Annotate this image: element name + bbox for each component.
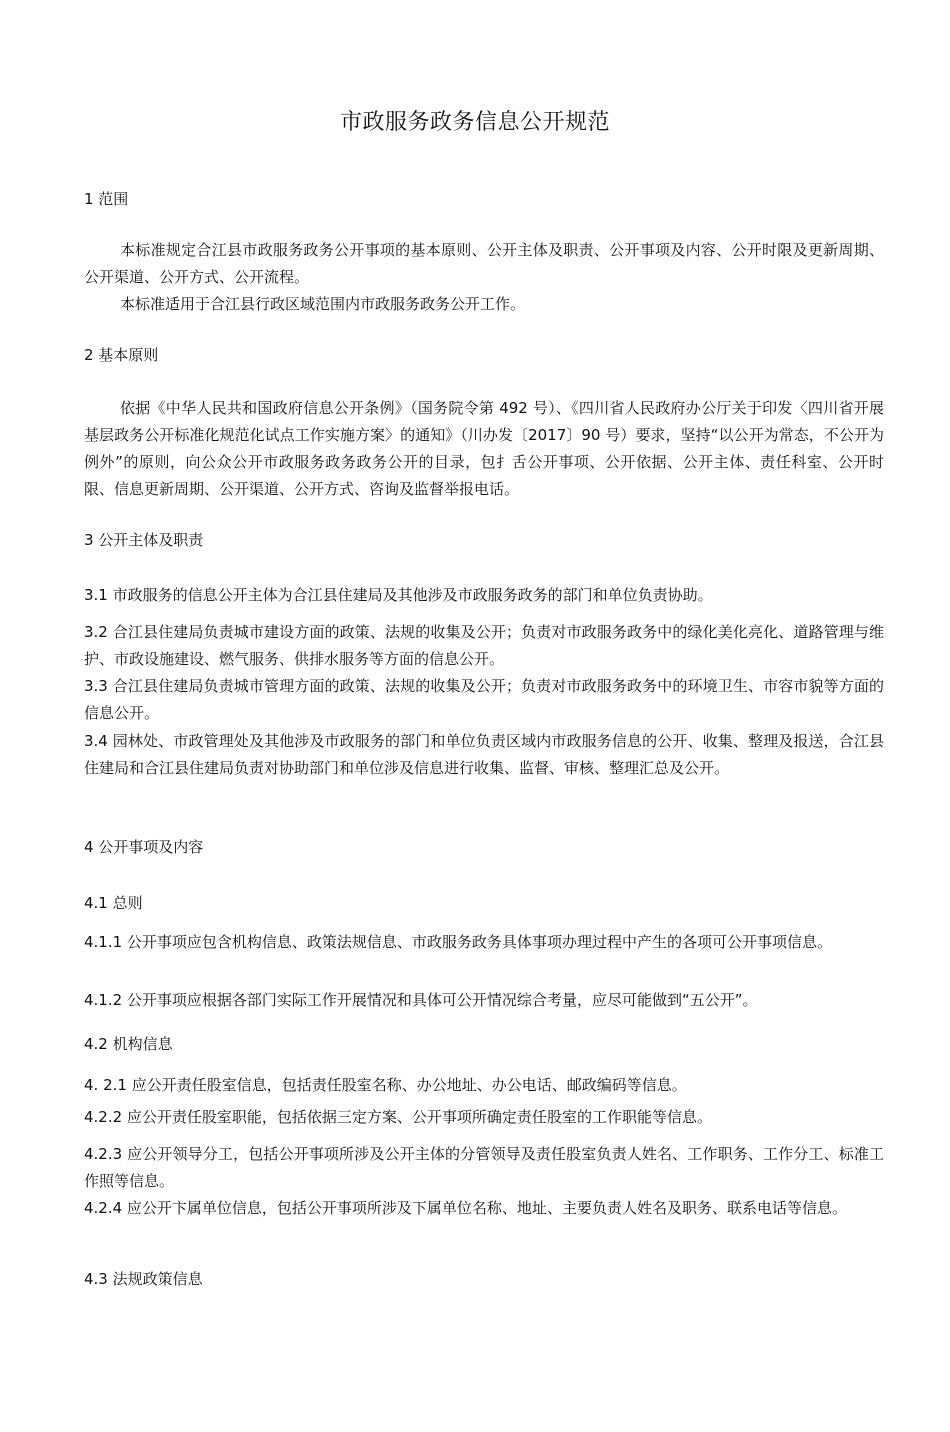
clause-4-2-4: 4.2.4 应公开卞属单位信息，包括公开事项所涉及下属单位名称、地址、主要负责人姓名及职务、联系电话等信息。 [84, 1199, 847, 1217]
section-heading-duties: 3 公开主体及职责 [84, 531, 204, 549]
clause-3-2: 3.2 合江县住建局负责城市建设方面的政策、法规的收集及公开；负责对市政服务政务中的绿化美化亮化、道路管理与维护、市政设施建设、燃气服务、供排水服务等方面的信息公开。 [84, 623, 884, 668]
paragraph-principles: 依据《中华人民共和国政府信息公开条例》（国务院令第 492 号）、《四川省人民政府办公厅关于印发〈四川省开展基层政务公开标准化规范化试点工作实施方案〉的通知》（川办发〔2017〕90 号）要求，坚持“以公开为常态，不公开为例外”的原则，向公众公开市政服务政务政务公开的目录，包扌舌公开事项、公开依据、公开主体、责任科室、公开时限、信息更新周期、公开渠道、公开方式、咨询及监督举报电话。 [84, 399, 884, 498]
section-heading-content: 4 公开事项及内容 [84, 838, 204, 856]
clause-3-3: 3.3 合江县住建局负责城市管理方面的政策、法规的收集及公开；负责对市政服务政务中的环境卫生、市容市貌等方面的信息公开。 [84, 677, 884, 722]
subsection-heading-regulations: 4.3 法规政策信息 [84, 1270, 203, 1288]
section-heading-scope: 1 范围 [84, 190, 129, 208]
clause-4-2-2: 4.2.2 应公开责任股室职能，包括依据三定方案、公开事项所确定责任股室的工作职能等信息。 [84, 1108, 712, 1126]
clause-4-2-1: 4. 2.1 应公开责任股室信息，包括责任股室名称、办公地址、办公电话、邮政编码等信息。 [84, 1076, 687, 1094]
paragraph-scope-1: 本标准规定合江县市政服务政务公开事项的基本原则、公开主体及职责、公开事项及内容、公开时限及更新周期、公开渠道、公开方式、公开流程。 [84, 241, 884, 286]
clause-4-1-1: 4.1.1 公开事项应包含机构信息、政策法规信息、市政服务政务具体事项办理过程中产生的各项可公开事项信息。 [84, 933, 832, 951]
paragraph-scope-2: 本标准适用于合江县行政区域范围内市政服务政务公开工作。 [120, 295, 526, 313]
subsection-heading-general: 4.1 总则 [84, 894, 143, 912]
clause-3-4: 3.4 园林处、市政管理处及其他涉及市政服务的部门和单位负责区域内市政服务信息的公开、收集、整理及报送，合江县住建局和合江县住建局负责对协助部门和单位涉及信息进行收集、监督、审核、整理汇总及公开。 [84, 732, 884, 777]
subsection-heading-organization: 4.2 机构信息 [84, 1035, 173, 1053]
clause-4-2-3: 4.2.3 应公开领导分工，包括公开事项所涉及公开主体的分管领导及责任股室负责人姓名、工作职务、工作分工、标准工作照等信息。 [84, 1145, 884, 1190]
clause-4-1-2: 4.1.2 公开事项应根据各部门实际工作开展情况和具体可公开情况综合考量，应尽可能做到“五公开”。 [84, 991, 758, 1009]
document-title: 市政服务政务信息公开规范 [339, 110, 610, 135]
clause-3-1: 3.1 市政服务的信息公开主体为合江县住建局及其他涉及市政服务政务的部门和单位负责协助。 [84, 586, 713, 604]
section-heading-principles: 2 基本原则 [84, 346, 159, 364]
